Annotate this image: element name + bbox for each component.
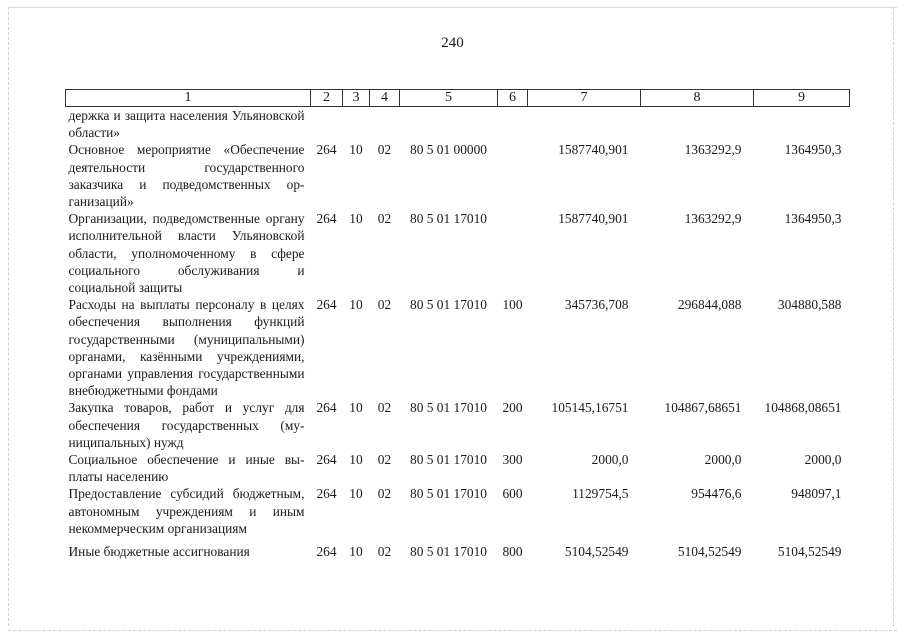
column-header: 2 xyxy=(311,90,343,107)
cell-amount-1: 5104,52549 xyxy=(564,544,629,560)
row-name: Иные бюджетные ассигнования xyxy=(68,544,250,560)
cell-target-article: 80 5 01 00000 xyxy=(410,142,487,158)
cell-expense-type: 300 xyxy=(502,452,523,468)
cell-amount-2: 2000,0 xyxy=(704,452,742,468)
cell-subsection: 02 xyxy=(377,486,392,502)
cell-amount-3 xyxy=(754,107,850,142)
cell-subsection: 02 xyxy=(377,544,392,560)
cell-amount-2: 104867,68651 xyxy=(664,400,742,416)
column-header: 8 xyxy=(641,90,754,107)
column-header: 4 xyxy=(370,90,400,107)
column-header: 9 xyxy=(754,90,850,107)
table-row xyxy=(66,141,850,210)
cell-amount-3: 2000,0 xyxy=(804,452,842,468)
cell-expense-type: 600 xyxy=(502,486,523,502)
cell-target-article: 80 5 01 17010 xyxy=(410,297,487,313)
cell-target-article xyxy=(400,107,498,142)
cell-ministry: 264 xyxy=(316,452,337,468)
cell-subsection xyxy=(370,107,400,142)
cell-amount-2: 296844,088 xyxy=(677,297,742,313)
cell-ministry: 264 xyxy=(316,211,337,227)
cell-section: 10 xyxy=(349,142,363,158)
cell-target-article: 80 5 01 17010 xyxy=(410,452,487,468)
cell-expense-type: 800 xyxy=(502,544,523,560)
page-edge-right xyxy=(893,7,895,626)
table-row xyxy=(66,451,850,485)
cell-amount-1: 1587740,901 xyxy=(558,211,629,227)
cell-expense-type xyxy=(498,210,528,296)
page-edge-left xyxy=(8,7,10,626)
page-edge-top xyxy=(8,7,897,8)
cell-amount-1: 1129754,5 xyxy=(572,486,629,502)
cell-ministry: 264 xyxy=(316,142,337,158)
cell-amount-1: 345736,708 xyxy=(564,297,629,313)
cell-target-article: 80 5 01 17010 xyxy=(410,400,487,416)
cell-expense-type: 200 xyxy=(502,400,523,416)
cell-ministry: 264 xyxy=(316,297,337,313)
row-name: держка и защита населения Ульяновской области» xyxy=(68,108,305,141)
cell-section: 10 xyxy=(349,452,363,468)
cell-amount-2: 954476,6 xyxy=(691,486,742,502)
cell-expense-type: 100 xyxy=(502,297,523,313)
cell-amount-3: 1364950,3 xyxy=(784,142,842,158)
cell-amount-2: 1363292,9 xyxy=(684,211,742,227)
cell-amount-2: 5104,52549 xyxy=(677,544,742,560)
cell-section: 10 xyxy=(349,400,363,416)
cell-subsection: 02 xyxy=(377,400,392,416)
row-name: Социальное обеспечение и иные выплаты населению xyxy=(68,452,305,485)
cell-ministry: 264 xyxy=(316,544,337,560)
table-row xyxy=(66,210,850,296)
cell-section: 10 xyxy=(349,486,363,502)
cell-amount-3: 5104,52549 xyxy=(777,544,842,560)
table-row xyxy=(66,296,850,399)
cell-subsection: 02 xyxy=(377,142,392,158)
row-name: Расходы на выплаты персоналу в целях обеспечения выполнения функций государственными (муниципальными) органами, казёнными учреждениями, органами управления государственными внебюджетными фондами xyxy=(68,297,305,399)
table-row xyxy=(66,107,850,142)
cell-target-article: 80 5 01 17010 xyxy=(410,211,487,227)
cell-expense-type xyxy=(498,141,528,210)
cell-amount-2 xyxy=(641,107,754,142)
header-row xyxy=(66,90,850,107)
cell-section: 10 xyxy=(349,211,363,227)
cell-amount-1: 1587740,901 xyxy=(558,142,629,158)
cell-ministry: 264 xyxy=(316,400,337,416)
page-edge-bottom xyxy=(8,630,897,632)
cell-amount-1 xyxy=(528,107,641,142)
cell-target-article: 80 5 01 17010 xyxy=(410,544,487,560)
column-header: 6 xyxy=(498,90,528,107)
column-header: 3 xyxy=(343,90,370,107)
cell-section: 10 xyxy=(349,544,363,560)
cell-amount-2: 1363292,9 xyxy=(684,142,742,158)
cell-amount-1: 105145,16751 xyxy=(551,400,629,416)
cell-section: 10 xyxy=(349,297,363,313)
budget-table xyxy=(65,89,850,560)
row-name: Закупка товаров, работ и услуг для обеспечения государственных (муниципальных) нужд xyxy=(68,400,305,450)
cell-section xyxy=(343,107,370,142)
column-header: 1 xyxy=(66,90,311,107)
cell-subsection: 02 xyxy=(377,452,392,468)
table-row xyxy=(66,485,850,537)
table-row xyxy=(66,537,850,560)
row-name: Основное мероприятие «Обеспечение деятельности государственного заказчика и подведомственных организаций» xyxy=(68,142,305,210)
cell-amount-3: 948097,1 xyxy=(791,486,842,502)
column-header: 5 xyxy=(400,90,498,107)
cell-subsection: 02 xyxy=(377,211,392,227)
row-name: Предоставление субсидий бюджетным, автономным учреждениям и иным некоммерческим организациям xyxy=(68,486,305,536)
row-name: Организации, подведомственные органу исполнительной власти Ульяновской области, уполномоченному в сфере социального обслуживания и социальной защиты xyxy=(68,211,305,296)
column-header: 7 xyxy=(528,90,641,107)
cell-amount-3: 104868,08651 xyxy=(764,400,842,416)
cell-amount-3: 1364950,3 xyxy=(784,211,842,227)
cell-expense-type xyxy=(498,107,528,142)
cell-subsection: 02 xyxy=(377,297,392,313)
cell-ministry: 264 xyxy=(316,486,337,502)
page-number: 240 xyxy=(441,35,464,51)
table-row xyxy=(66,399,850,451)
cell-target-article: 80 5 01 17010 xyxy=(410,486,487,502)
cell-amount-1: 2000,0 xyxy=(591,452,629,468)
cell-amount-3: 304880,588 xyxy=(777,297,842,313)
cell-ministry xyxy=(311,107,343,142)
